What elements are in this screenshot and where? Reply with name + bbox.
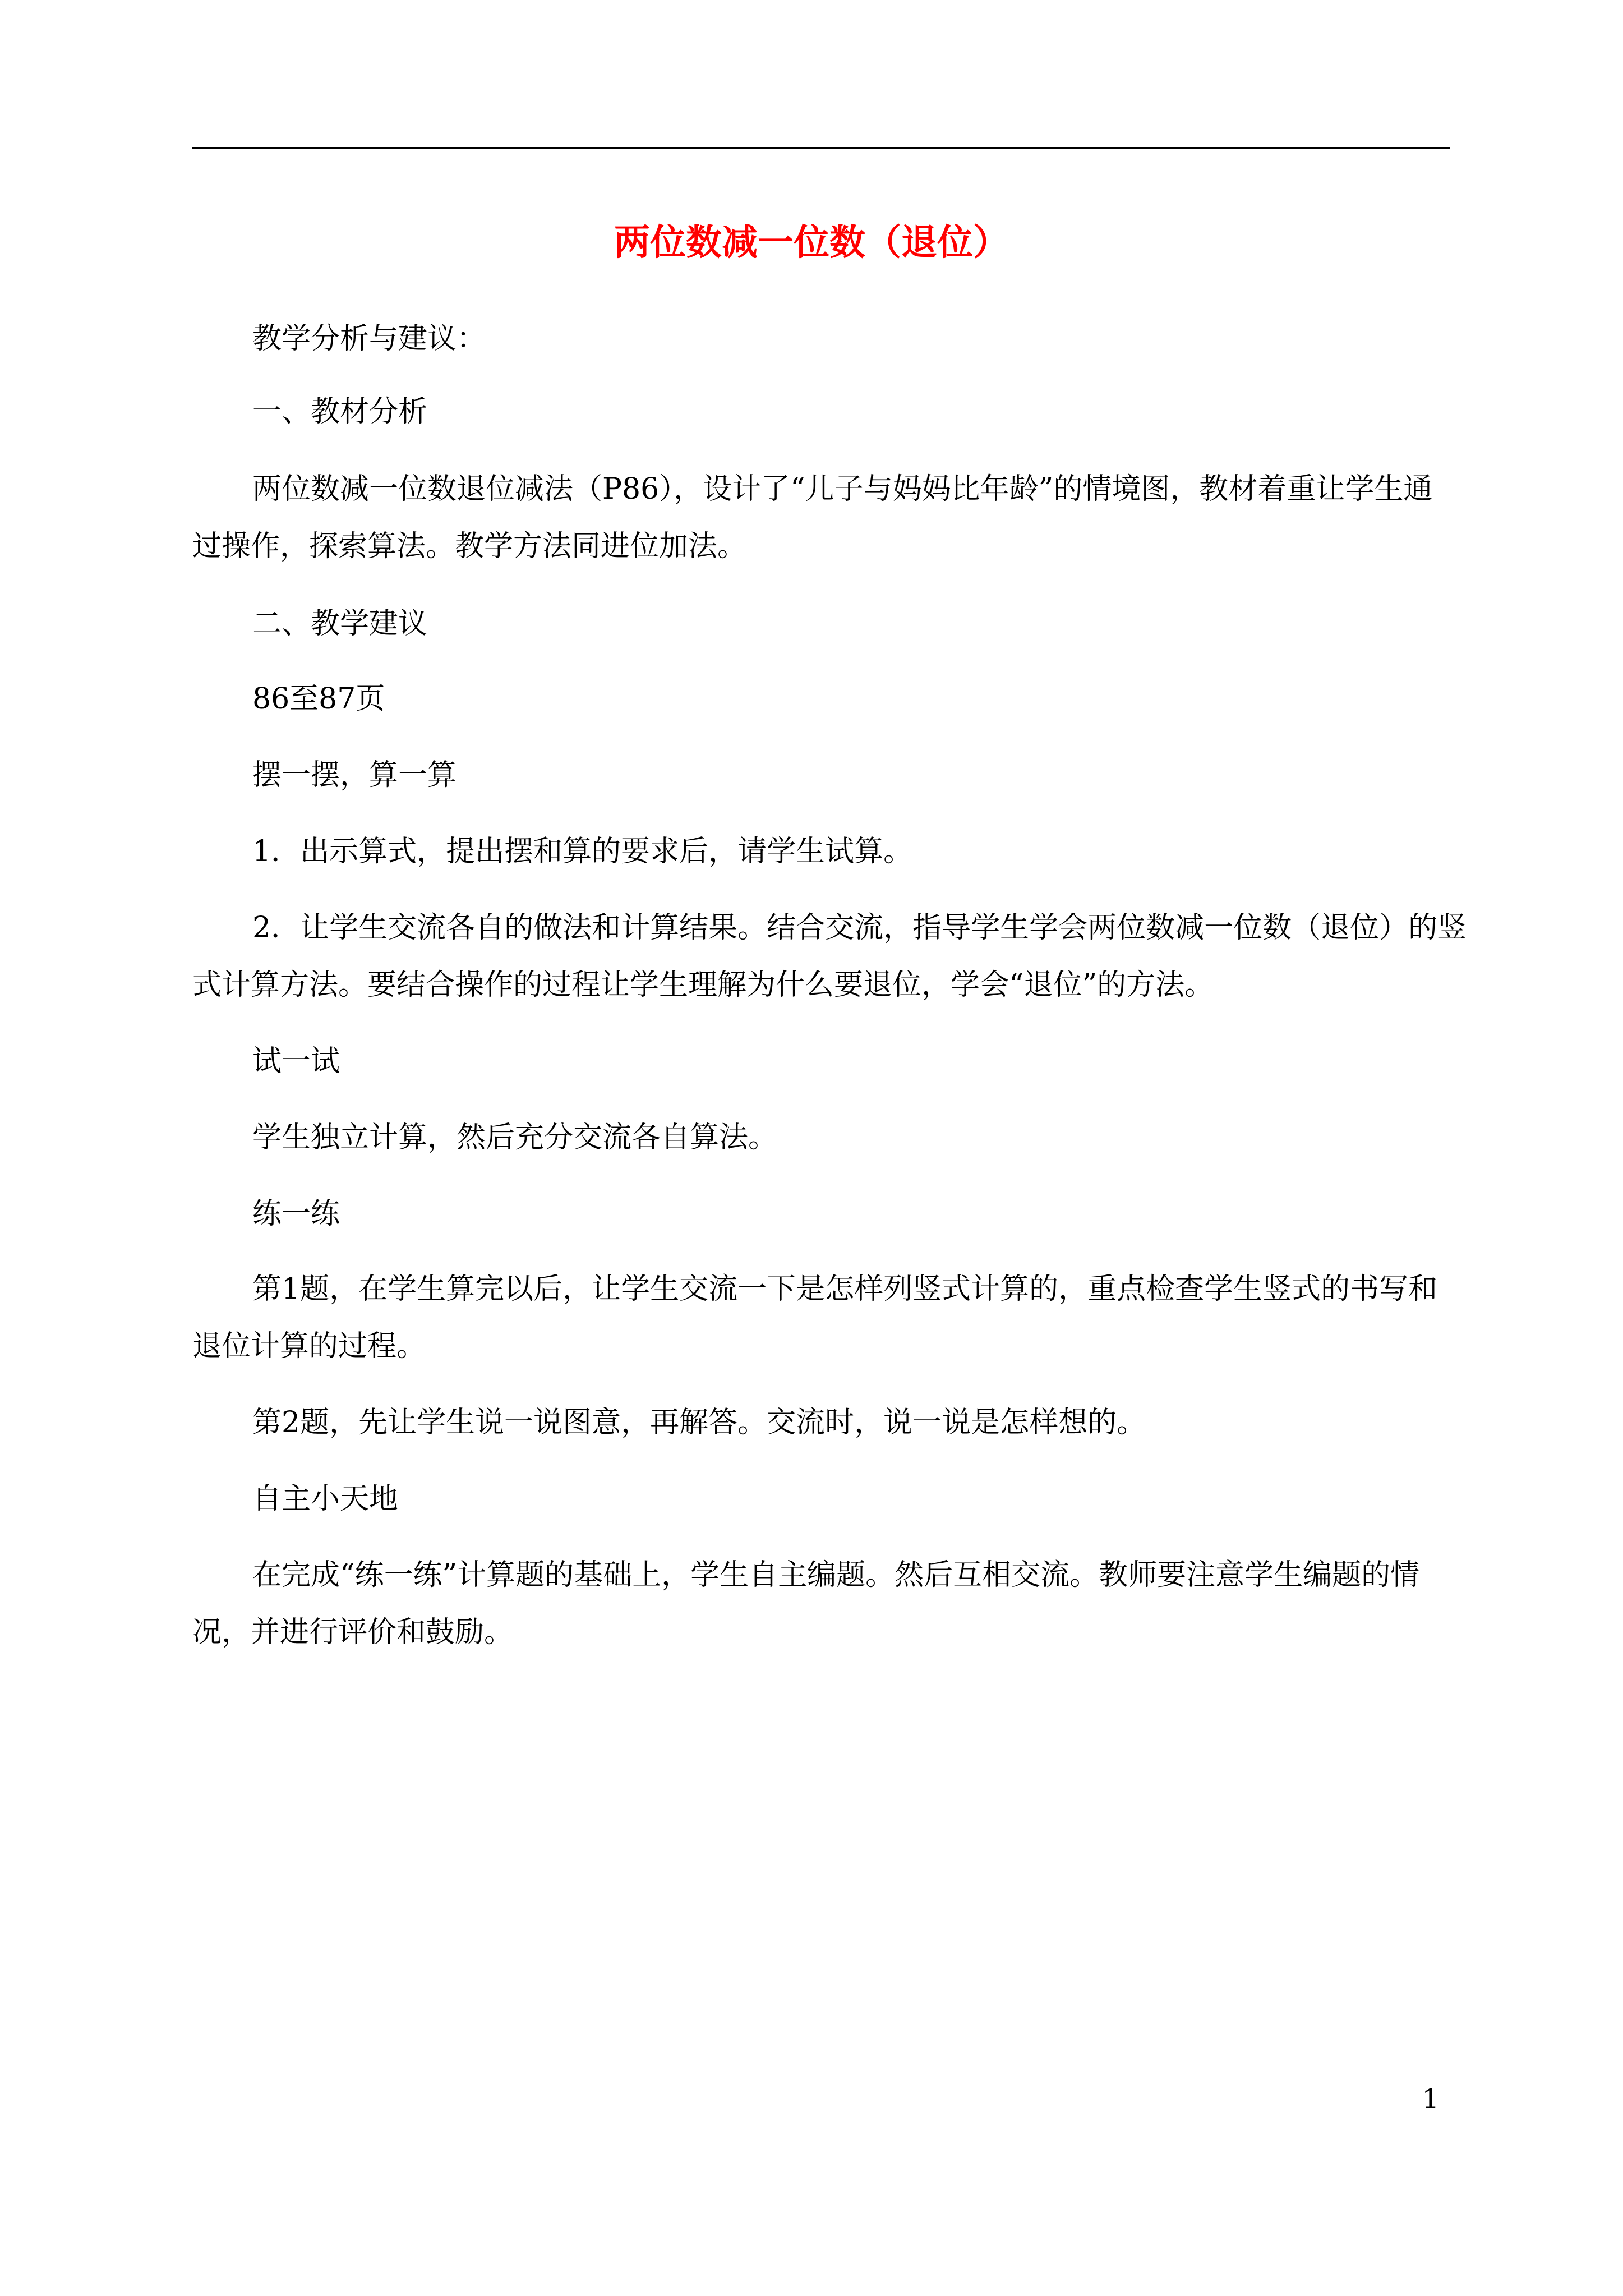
- paragraph-question-1-cont: 退位计算的过程。: [192, 1329, 426, 1363]
- paragraph-analysis-heading: 教学分析与建议：: [252, 322, 486, 356]
- paragraph-textbook-analysis-cont: 过操作，探索算法。教学方法同进位加法。: [192, 530, 747, 563]
- list-item-1: 1．出示算式，提出摆和算的要求后，请学生试算。: [252, 835, 913, 868]
- document-title: 两位数减一位数（退位）: [614, 222, 1009, 264]
- section-heading-textbook-analysis: 一、教材分析: [252, 395, 428, 429]
- paragraph-try-it: 学生独立计算，然后充分交流各自算法。: [252, 1121, 778, 1154]
- paragraph-self-directed: 在完成“练一练”计算题的基础上，学生自主编题。然后互相交流。教师要注意学生编题的情: [252, 1558, 1420, 1592]
- paragraph-self-directed-cont: 况，并进行评价和鼓励。: [192, 1616, 514, 1649]
- subheading-try-it: 试一试: [252, 1045, 340, 1078]
- page-range-label: 86至87页: [252, 682, 385, 716]
- paragraph-question-1: 第1题，在学生算完以后，让学生交流一下是怎样列竖式计算的，重点检查学生竖式的书写和: [252, 1272, 1438, 1306]
- paragraph-textbook-analysis: 两位数减一位数退位减法（P86），设计了“儿子与妈妈比年龄”的情境图，教材着重让学生通: [252, 472, 1433, 506]
- paragraph-question-2: 第2题，先让学生说一说图意，再解答。交流时，说一说是怎样想的。: [252, 1406, 1146, 1439]
- subheading-practice: 练一练: [252, 1197, 340, 1231]
- page-number: 1: [1422, 2083, 1439, 2115]
- subheading-self-directed: 自主小天地: [252, 1482, 399, 1516]
- section-heading-teaching-suggestions: 二、教学建议: [252, 607, 428, 641]
- subheading-arrange-and-calculate: 摆一摆，算一算: [252, 758, 457, 792]
- list-item-2-cont: 式计算方法。要结合操作的过程让学生理解为什么要退位，学会“退位”的方法。: [192, 968, 1214, 1002]
- list-item-2: 2．让学生交流各自的做法和计算结果。结合交流，指导学生学会两位数减一位数（退位）的竖: [252, 911, 1467, 945]
